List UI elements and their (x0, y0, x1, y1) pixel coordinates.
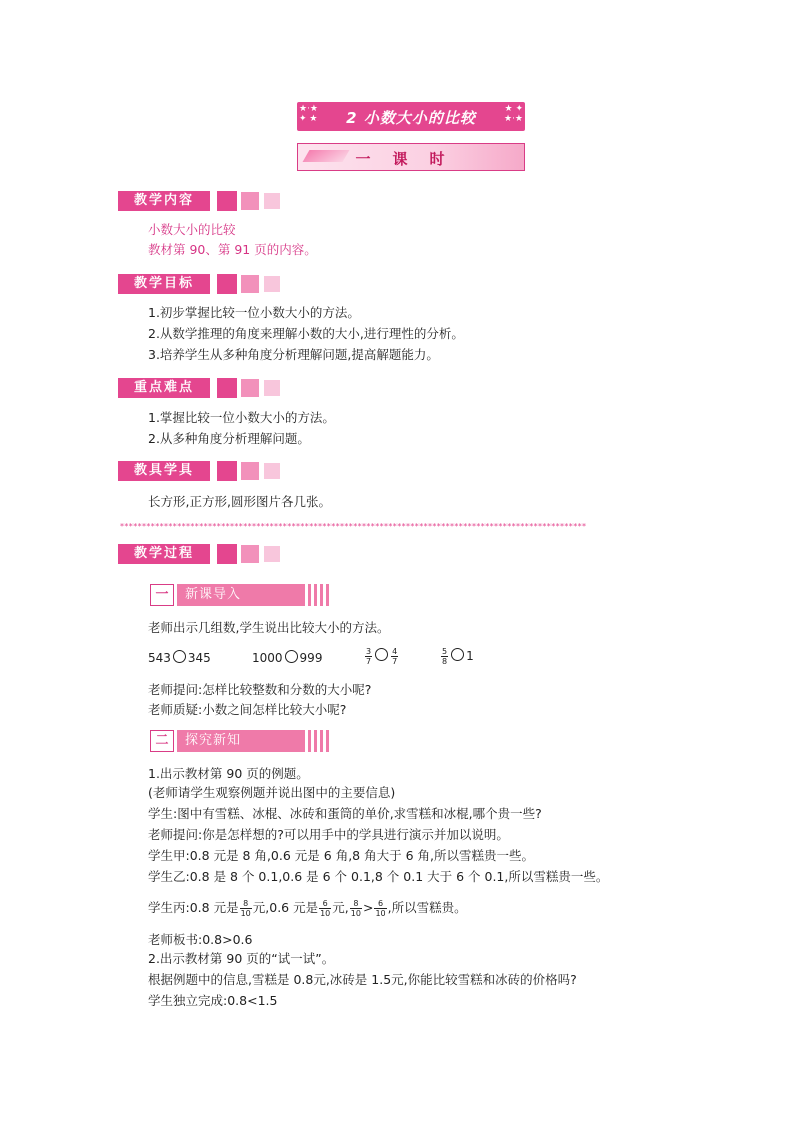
denominator: 7 (392, 657, 398, 666)
lesson-title: 2 小数大小的比较 (346, 109, 476, 127)
number: 1000 (252, 651, 283, 665)
decor-square (217, 191, 237, 211)
decor-square (264, 463, 280, 479)
compare-fractions-1 (364, 646, 399, 666)
numerator: 4 (392, 647, 398, 656)
content-line: 小数大小的比较 (148, 222, 236, 237)
fraction (240, 899, 252, 918)
lesson-title-banner (297, 102, 525, 131)
text-segment: 元, (332, 900, 349, 915)
step-heading-explore (150, 730, 332, 752)
teacher-question: 老师提问:怎样比较整数和分数的大小呢? (148, 682, 372, 697)
student-c-line (148, 898, 467, 918)
compare-integers-2 (252, 648, 322, 668)
numerator: 5 (442, 647, 448, 656)
compare-integers-1 (148, 648, 211, 668)
compare-fraction-integer (440, 646, 474, 666)
number: 1 (466, 649, 474, 663)
numerator: 8 (350, 899, 362, 909)
step2-line: 老师提问:你是怎样想的?可以用手中的学具进行演示并加以说明。 (148, 827, 509, 842)
number: 345 (187, 651, 211, 665)
decor-square (217, 378, 237, 398)
fraction (350, 899, 362, 918)
step1-intro: 老师出示几组数,学生说出比较大小的方法。 (148, 620, 390, 635)
denominator: 10 (375, 909, 386, 918)
step-number: 一 (150, 584, 174, 606)
section-heading-label: 重点难点 (118, 378, 210, 398)
decor-square (241, 545, 259, 563)
decor-square (264, 276, 280, 292)
goal-line: 3.培养学生从多种角度分析理解问题,提高解题能力。 (148, 347, 439, 362)
content-line: 教材第 90、第 91 页的内容。 (148, 242, 317, 257)
teacher-question: 老师质疑:小数之间怎样比较大小呢? (148, 702, 347, 717)
denominator: 8 (442, 657, 448, 666)
numerator: 6 (374, 899, 386, 909)
star-decoration-icon: ★ ✦ ★·★ (504, 104, 523, 124)
denominator: 10 (240, 909, 251, 918)
key-point-line: 1.掌握比较一位小数大小的方法。 (148, 410, 335, 425)
decor-square (217, 461, 237, 481)
section-heading-label: 教学过程 (118, 544, 210, 564)
number: 543 (148, 651, 171, 665)
decor-square (241, 192, 259, 210)
decor-square (241, 462, 259, 480)
fraction (391, 647, 398, 666)
step2-line: 学生:图中有雪糕、冰棍、冰砖和蛋筒的单价,求雪糕和冰棍,哪个贵一些? (148, 806, 542, 821)
numerator: 3 (366, 647, 372, 656)
numerator: 6 (319, 899, 331, 909)
compare-circle-icon (375, 648, 388, 661)
fraction (319, 899, 331, 918)
compare-circle-icon (173, 650, 186, 663)
section-heading-label: 教学内容 (118, 191, 210, 211)
text-segment: 元,0.6 元是 (252, 900, 319, 915)
compare-circle-icon (451, 648, 464, 661)
step2-line: 学生乙:0.8 是 8 个 0.1,0.6 是 6 个 0.1,8 个 0.1 大于 6 个 0.1,所以雪糕贵一些。 (148, 869, 609, 884)
step-title: 探究新知 (177, 730, 305, 752)
text-segment: ,所以雪糕贵。 (387, 900, 467, 915)
section-heading-label: 教具学具 (118, 461, 210, 481)
step-title: 新课导入 (177, 584, 305, 606)
numerator: 8 (240, 899, 252, 909)
step-heading-intro (150, 584, 332, 606)
step-number: 二 (150, 730, 174, 752)
period-banner (297, 143, 525, 171)
fraction (441, 647, 448, 666)
compare-circle-icon (285, 650, 298, 663)
number: 999 (299, 651, 323, 665)
decor-square (217, 544, 237, 564)
stripe-decoration (308, 730, 332, 752)
step2-line: 1.出示教材第 90 页的例题。 (148, 766, 309, 781)
fraction (374, 899, 386, 918)
step2-line: 老师板书:0.8>0.6 (148, 932, 253, 947)
decor-square (264, 380, 280, 396)
decor-square (264, 193, 280, 209)
star-divider: ********************************************************************************************************** (120, 522, 587, 531)
step2-line: 学生独立完成:0.8<1.5 (148, 993, 278, 1008)
stripe-decoration (308, 584, 332, 606)
denominator: 10 (320, 909, 331, 918)
decor-square (241, 275, 259, 293)
decor-square (241, 379, 259, 397)
fraction (365, 647, 372, 666)
goal-line: 2.从数学推理的角度来理解小数的大小,进行理性的分析。 (148, 326, 464, 341)
section-heading-label: 教学目标 (118, 274, 210, 294)
key-point-line: 2.从多种角度分析理解问题。 (148, 431, 310, 446)
step2-line: 学生甲:0.8 元是 8 角,0.6 元是 6 角,8 角大于 6 角,所以雪糕贵一些。 (148, 848, 534, 863)
denominator: 10 (350, 909, 361, 918)
star-decoration-icon: ★·★ ✦ ★ (299, 104, 318, 124)
step2-line: 2.出示教材第 90 页的“试一试”。 (148, 951, 335, 966)
decor-square (217, 274, 237, 294)
goal-line: 1.初步掌握比较一位小数大小的方法。 (148, 305, 360, 320)
step2-line: 根据例题中的信息,雪糕是 0.8元,冰砖是 1.5元,你能比较雪糕和冰砖的价格吗? (148, 972, 577, 987)
period-title: 一课时 (355, 150, 467, 168)
tools-line: 长方形,正方形,圆形图片各几张。 (148, 494, 331, 509)
decor-square (264, 546, 280, 562)
greater-than-sign: > (362, 900, 374, 915)
step2-line: (老师请学生观察例题并说出图中的主要信息) (148, 785, 396, 800)
denominator: 7 (366, 657, 372, 666)
text-segment: 学生丙:0.8 元是 (148, 900, 239, 915)
